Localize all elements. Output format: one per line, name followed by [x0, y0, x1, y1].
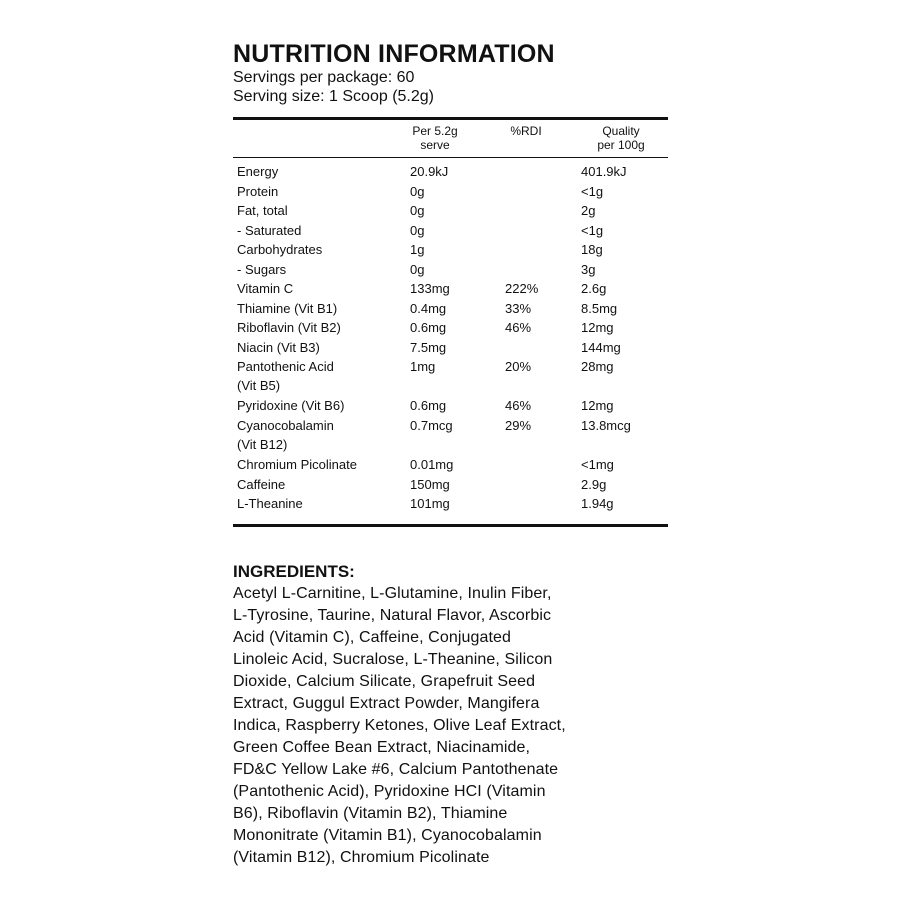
per-100g-value: 2g — [581, 203, 596, 218]
nutrient-name: Carbohydrates — [237, 242, 323, 257]
nutrient-name: L-Theanine — [237, 496, 303, 511]
per-100g-value: 401.9kJ — [581, 164, 627, 179]
ingredients-line: Indica, Raspberry Ketones, Olive Leaf Extract, — [233, 717, 566, 734]
table-row — [233, 358, 668, 394]
ingredients-line: Mononitrate (Vitamin B1), Cyanocobalamin — [233, 827, 542, 844]
nutrient-name: - Sugars — [237, 262, 287, 277]
rdi-value: 46% — [505, 398, 532, 413]
ingredients-line: Dioxide, Calcium Silicate, Grapefruit Seed — [233, 673, 536, 690]
nutrient-name: Fat, total — [237, 203, 288, 218]
table-row — [233, 417, 668, 453]
nutrient-name: Energy — [237, 164, 279, 179]
ingredients-line: Extract, Guggul Extract Powder, Mangifera — [233, 695, 540, 712]
ingredients-line: Acid (Vitamin C), Caffeine, Conjugated — [233, 629, 512, 646]
ingredients-line: (Vitamin B12), Chromium Picolinate — [233, 849, 490, 866]
per-100g-value: 12mg — [581, 398, 614, 413]
per-serve-value: 0g — [410, 223, 425, 238]
per-100g-value: 1.94g — [581, 496, 614, 511]
per-100g-value: 18g — [581, 242, 603, 257]
nutrient-name: - Saturated — [237, 223, 302, 238]
per-serve-value: 7.5mg — [410, 340, 447, 355]
table-row — [233, 163, 668, 181]
table-row — [233, 339, 668, 357]
ingredients-line: (Pantothenic Acid), Pyridoxine HCI (Vitamin — [233, 783, 546, 800]
per-100g-value: <1mg — [581, 457, 614, 472]
table-row — [233, 456, 668, 474]
nutrient-name: Chromium Picolinate — [237, 457, 357, 472]
per-100g-value: 2.6g — [581, 281, 607, 296]
rdi-value: 20% — [505, 359, 532, 374]
table-bottom-rule — [233, 524, 668, 527]
table-row — [233, 202, 668, 220]
rdi-value: 46% — [505, 320, 532, 335]
nutrient-name: Caffeine — [237, 477, 286, 492]
per-serve-value: 150mg — [410, 477, 450, 492]
column-header-rdi: %RDI — [510, 124, 542, 138]
column-header-per-serve: Per 5.2g serve — [412, 124, 458, 152]
nutrition-table — [233, 117, 668, 533]
nutrient-name: Niacin (Vit B3) — [237, 340, 320, 355]
nutrition-panel — [233, 40, 673, 511]
per-100g-value: 2.9g — [581, 477, 607, 492]
per-serve-value: 101mg — [410, 496, 450, 511]
ingredients-section — [233, 561, 673, 869]
nutrient-name: Pantothenic Acid — [237, 359, 334, 374]
per-serve-value: 0.6mg — [410, 320, 447, 335]
per-100g-value: <1g — [581, 223, 604, 238]
table-row — [233, 280, 668, 298]
ingredients-line: L-Tyrosine, Taurine, Natural Flavor, Ascorbic — [233, 607, 552, 624]
table-row — [233, 261, 668, 279]
rdi-value: 29% — [505, 418, 532, 433]
rdi-value: 33% — [505, 301, 532, 316]
ingredients-line: FD&C Yellow Lake #6, Calcium Pantothenate — [233, 761, 559, 778]
per-serve-value: 0g — [410, 184, 425, 199]
per-serve-value: 133mg — [410, 281, 450, 296]
nutrient-name-continued: (Vit B12) — [237, 437, 288, 452]
ingredients-line: Green Coffee Bean Extract, Niacinamide, — [233, 739, 531, 756]
per-100g-value: <1g — [581, 184, 604, 199]
ingredients-line: Acetyl L-Carnitine, L-Glutamine, Inulin Fiber, — [233, 585, 552, 602]
table-row — [233, 300, 668, 318]
table-row — [233, 476, 668, 494]
per-serve-value: 0.4mg — [410, 301, 447, 316]
table-header-rule — [233, 157, 668, 158]
serving-size: Serving size: 1 Scoop (5.2g) — [233, 88, 434, 105]
ingredients-heading: INGREDIENTS: — [233, 562, 355, 581]
per-100g-value: 28mg — [581, 359, 614, 374]
nutrient-name: Pyridoxine (Vit B6) — [237, 398, 345, 413]
table-row — [233, 222, 668, 240]
table-row — [233, 397, 668, 415]
per-serve-value: 20.9kJ — [410, 164, 449, 179]
page-title: NUTRITION INFORMATION — [233, 40, 555, 68]
ingredients-list — [233, 583, 673, 869]
nutrient-name: Cyanocobalamin — [237, 418, 334, 433]
per-serve-value: 0.7mcg — [410, 418, 453, 433]
table-row — [233, 495, 668, 513]
table-row — [233, 319, 668, 337]
nutrient-name: Riboflavin (Vit B2) — [237, 320, 341, 335]
table-row — [233, 241, 668, 259]
per-100g-value: 144mg — [581, 340, 621, 355]
ingredients-line: B6), Riboflavin (Vitamin B2), Thiamine — [233, 805, 508, 822]
per-100g-value: 13.8mcg — [581, 418, 631, 433]
per-100g-value: 3g — [581, 262, 596, 277]
ingredients-line: Linoleic Acid, Sucralose, L-Theanine, Silicon — [233, 651, 553, 668]
per-serve-value: 1mg — [410, 359, 436, 374]
nutrient-name: Protein — [237, 184, 279, 199]
per-serve-value: 0g — [410, 262, 425, 277]
servings-per-package: Servings per package: 60 — [233, 69, 415, 86]
per-100g-value: 8.5mg — [581, 301, 618, 316]
table-top-rule — [233, 117, 668, 120]
per-serve-value: 0g — [410, 203, 425, 218]
per-serve-value: 0.01mg — [410, 457, 454, 472]
nutrient-name-continued: (Vit B5) — [237, 378, 281, 393]
per-100g-value: 12mg — [581, 320, 614, 335]
nutrient-name: Vitamin C — [237, 281, 294, 296]
per-serve-value: 1g — [410, 242, 425, 257]
nutrient-name: Thiamine (Vit B1) — [237, 301, 338, 316]
table-row — [233, 183, 668, 201]
column-header-per-100g: Quality per 100g — [597, 124, 645, 152]
per-serve-value: 0.6mg — [410, 398, 447, 413]
rdi-value: 222% — [505, 281, 539, 296]
